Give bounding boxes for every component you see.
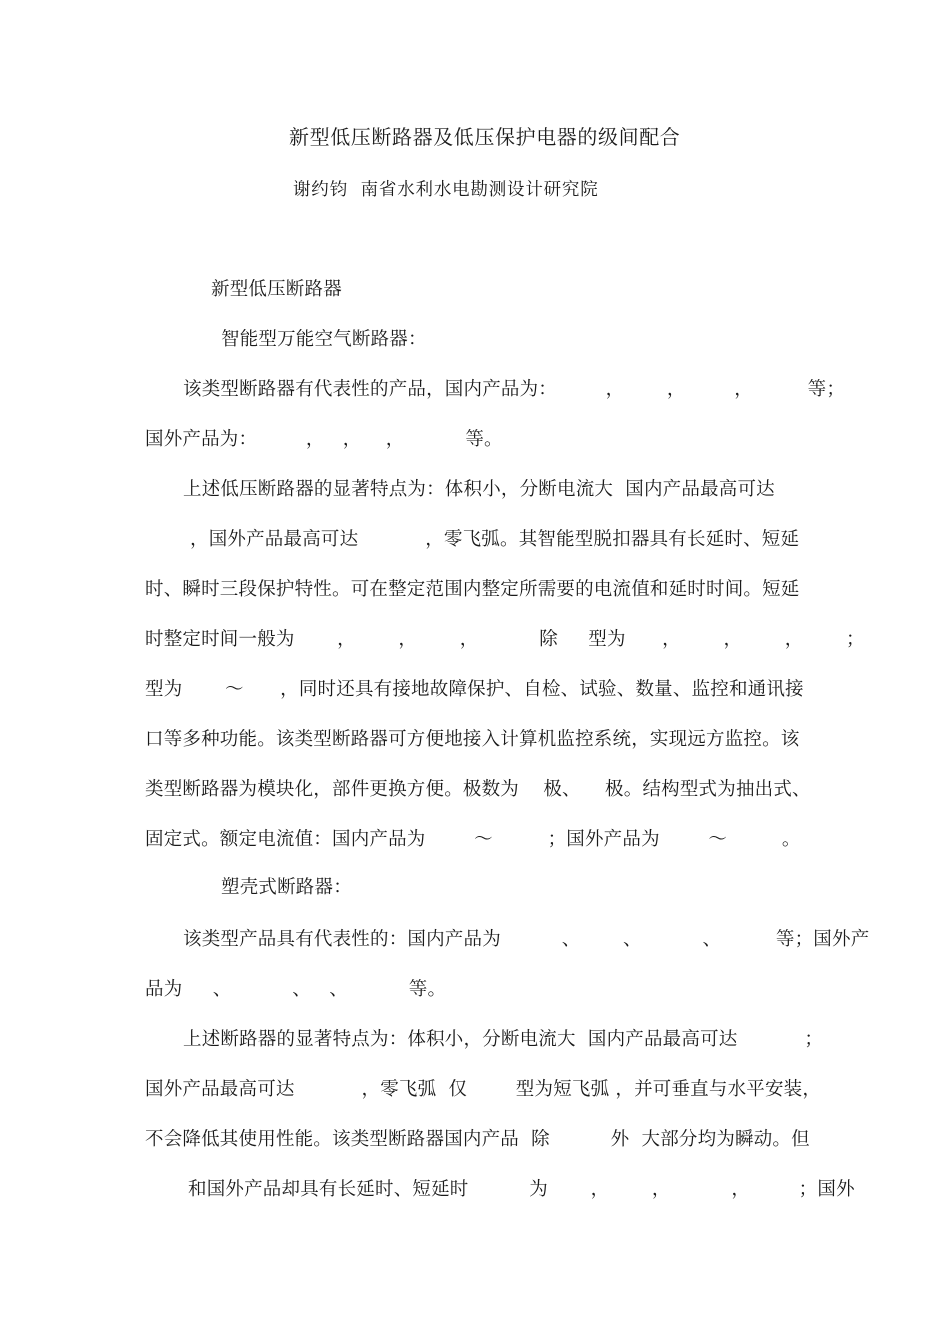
text-line: 该类型产品具有代表性的：国内产品为 、 、 、 等；国外产 xyxy=(183,929,870,950)
text-line: 型为 ～ ，同时还具有接地故障保护、自检、试验、数量、监控和通讯接 xyxy=(145,679,804,700)
document-title: 新型低压断路器及低压保护电器的级间配合 xyxy=(289,125,681,149)
text-line: ，国外产品最高可达 ，零飞弧。其智能型脱扣器具有长延时、短延 xyxy=(190,529,800,550)
text-line: 国外产品最高可达 ，零飞弧 仅 型为短飞弧 ，并可垂直与水平安装， xyxy=(145,1079,822,1100)
text-line: 时、瞬时三段保护特性。可在整定范围内整定所需要的电流值和延时时间。短延 xyxy=(145,579,800,600)
text-line: 不会降低其使用性能。该类型断路器国内产品 除 外 大部分均为瞬动。但 xyxy=(145,1129,810,1150)
text-line: 类型断路器为模块化，部件更换方便。极数为 极、 极。结构型式为抽出式、 xyxy=(145,779,811,800)
text-line: 该类型断路器有代表性的产品，国内产品为： ， ， ， 等； xyxy=(183,379,846,400)
text-line: 固定式。额定电流值：国内产品为 ～ ；国外产品为 ～ 。 xyxy=(145,829,801,850)
text-line: 时整定时间一般为 ， ， ， 除 型为 ， ， ， ； xyxy=(145,629,865,650)
text-line: 上述断路器的显著特点为：体积小，分断电流大 国内产品最高可达 ； xyxy=(183,1029,824,1050)
section-heading: 新型低压断路器 xyxy=(211,279,342,300)
text-line: 品为 、 、 、 等。 xyxy=(145,979,447,1000)
text-line: 上述低压断路器的显著特点为：体积小，分断电流大 国内产品最高可达 xyxy=(183,479,775,500)
subsection-heading: 塑壳式断路器： xyxy=(221,877,352,898)
subsection-heading: 智能型万能空气断路器： xyxy=(221,329,427,350)
text-line: 国外产品为： ， ， ， 等。 xyxy=(145,429,503,450)
author-line: 谢约钧 南省水利水电勘测设计研究院 xyxy=(293,180,599,200)
text-line: 和国外产品却具有长延时、短延时 为 ， ， ， ；国外 xyxy=(188,1179,855,1200)
text-line: 口等多种功能。该类型断路器可方便地接入计算机监控系统，实现远方监控。该 xyxy=(145,729,800,750)
